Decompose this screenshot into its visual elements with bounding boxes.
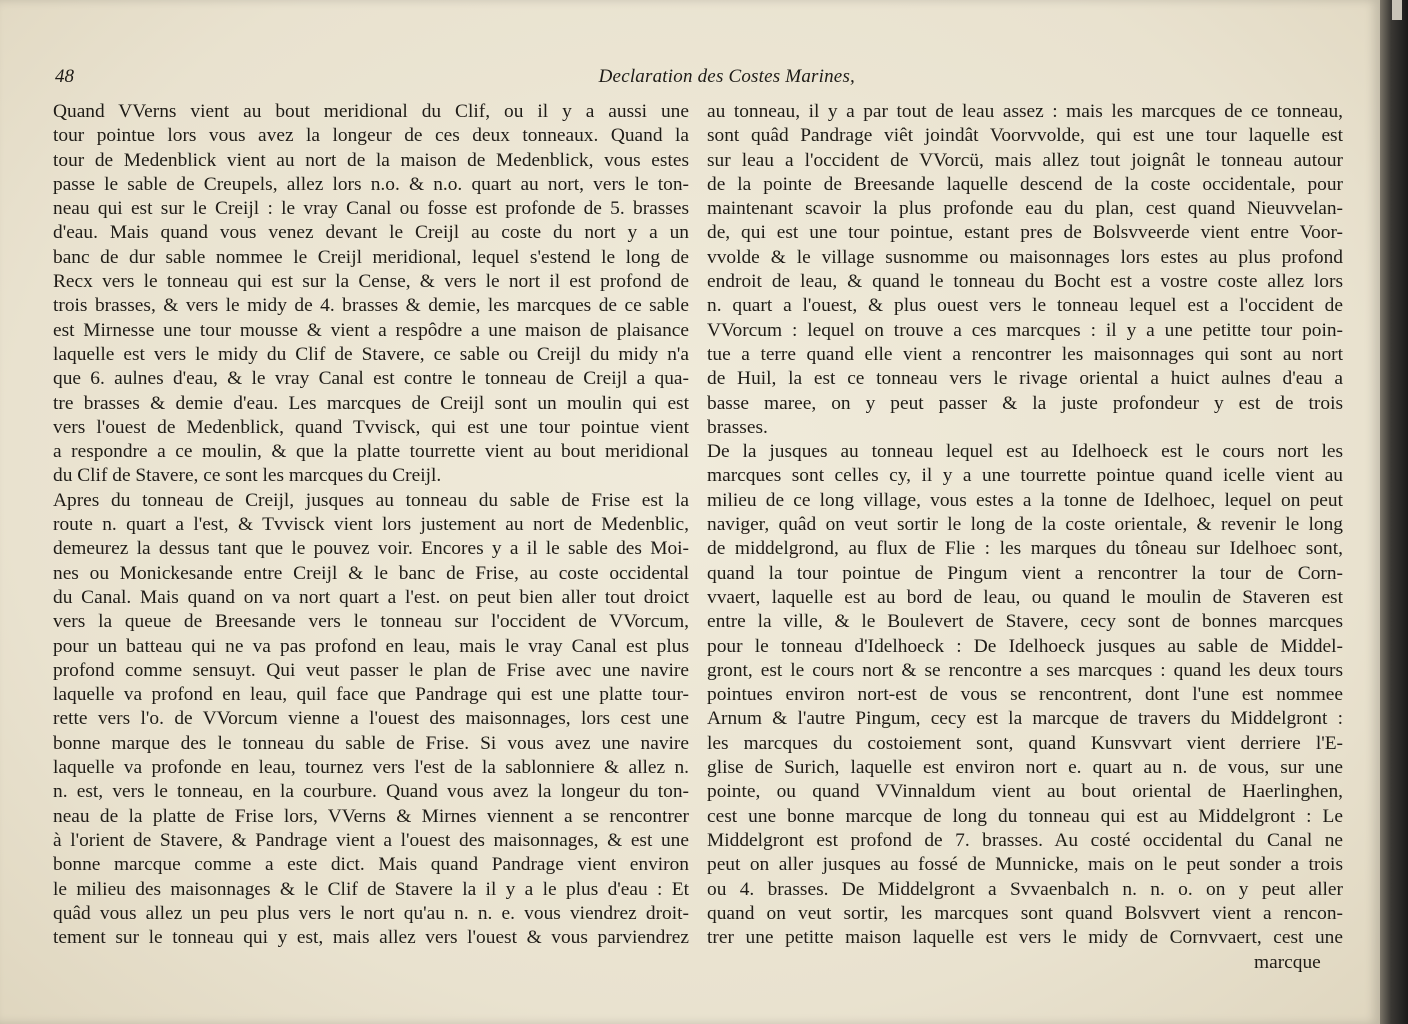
text-line: profond comme sensuyt. Qui veut passer le plan de Frise avec une navire xyxy=(53,659,689,681)
page-header xyxy=(55,66,855,96)
running-title: Declaration des Costes Marines, xyxy=(598,66,855,87)
text-line: maintenant scavoir la plus profonde eau du plan, cest quand Nieuvvelan- xyxy=(707,198,1343,220)
text-line: trois brasses, & vers le midy de 4. brasses & demie, les marcques de ce sable xyxy=(53,295,689,317)
text-line: au tonneau, il y a par tout de leau assez : mais les marcques de ce tonneau, xyxy=(707,101,1343,122)
text-line: du Clif de Stavere, ce sont les marcques du Creijl. xyxy=(53,465,442,487)
page-number: 48 xyxy=(55,66,74,87)
text-line: vers la queue de Breesande vers le tonneau sur l'occident de VVorcum, xyxy=(53,611,689,633)
text-line: tre brasses & demie d'eau. Les marcques de Creijl sont un moulin qui est xyxy=(53,392,689,414)
text-line: du Canal. Mais quand on va nort quart a l'est. on peut bien aller tout droict xyxy=(53,586,689,608)
text-line: tour de Medenblick vient au nort de la maison de Medenblick, vous estes xyxy=(53,149,689,171)
text-line: Arnum & l'autre Pingum, cecy est la marcque de travers du Middelgront : xyxy=(707,708,1343,730)
text-line: quand on veut sortir, les marcques sont quand Bolsvvert vient a rencon- xyxy=(707,902,1343,924)
text-line: n. quart a l'ouest, & plus ouest vers le tonneau lequel est a l'occident de xyxy=(707,295,1343,317)
text-line: peut on aller jusques au fossé de Munnicke, mais on le peut sonder a trois xyxy=(707,854,1343,876)
text-line: laquelle est vers le midy du Clif de Stavere, ce sable ou Creijl du midy n'a xyxy=(53,343,689,365)
text-line: pointe, ou quand VVinnaldum vient au bout oriental de Haerlinghen, xyxy=(707,781,1343,803)
text-line: gront, est le cours nort & se rencontre a ses marcques : quand les deux tours xyxy=(707,659,1343,681)
text-line: quâd vous allez un peu plus vers le nort qu'au n. n. e. vous viendrez droit- xyxy=(53,902,689,924)
text-line: de la pointe de Breesande laquelle descend de la coste occidentale, pour xyxy=(707,173,1343,195)
text-line: nes ou Monickesande entre Creijl & le banc de Frise, au coste occidental xyxy=(53,562,689,584)
text-line: vvaert, laquelle est au bord de leau, ou quand le moulin de Staveren est xyxy=(707,586,1343,608)
text-line: neau qui est sur le Creijl : le vray Canal ou fosse est profonde de 5. brasses xyxy=(53,198,689,220)
text-line: trer une petitte maison laquelle est vers le midy de Cornvvaert, cest une xyxy=(707,927,1343,949)
text-line: VVorcum : lequel on trouve a ces marcques : il y a une petitte tour poin- xyxy=(707,319,1343,341)
text-line: tement sur le tonneau qui y est, mais allez vers l'ouest & vous parviendrez xyxy=(53,927,689,949)
left-text-column xyxy=(53,100,689,950)
text-line: banc de dur sable nommee le Creijl meridional, lequel s'estend le long de xyxy=(53,246,689,268)
text-line: Quand VVerns vient au bout meridional du Clif, ou il y a aussi une xyxy=(53,101,689,122)
text-line: sont quâd Pandrage viêt joindât Voorvvolde, qui est une tour laquelle est xyxy=(707,125,1343,147)
text-line: Apres du tonneau de Creijl, jusques au tonneau du sable de Frise est la xyxy=(53,489,689,511)
text-line: marcques sont celles cy, il y a une tourrette pointue quand icelle vient au xyxy=(707,465,1343,487)
text-line: de middelgrond, au flux de Flie : les marques du tôneau sur Idelhoec sont, xyxy=(707,538,1343,560)
text-line: bonne marque des le tonneau du sable de Frise. Si vous avez une navire xyxy=(53,732,689,754)
text-line: bonne marcque comme a este dict. Mais quand Pandrage vient environ xyxy=(53,854,689,876)
text-line: ou 4. brasses. De Middelgront a Svvaenbalch n. n. o. on y peut aller xyxy=(707,878,1343,900)
text-line: sur leau a l'occident de VVorcü, mais allez tout joignât le tonneau autour xyxy=(707,149,1343,171)
text-line: pour le tonneau d'Idelhoeck : De Idelhoeck jusques au sable de Middel- xyxy=(707,635,1343,657)
text-line: Recx vers le tonneau qui est sur la Cense, & vers le nort il est profond de xyxy=(53,271,689,293)
text-line: passe le sable de Creupels, allez lors n.o. & n.o. quart au nort, vers le ton- xyxy=(53,173,689,195)
text-line: vers l'ouest de Medenblick, quand Tvvisck, qui est une tour pointue vient xyxy=(53,416,689,438)
text-line: route n. quart a l'est, & Tvvisck vient lors justement au nort de Medenblic, xyxy=(53,514,689,536)
text-line: d'eau. Mais quand vous venez devant le Creijl au coste du nort y a un xyxy=(53,222,689,244)
text-line: glise de Surich, laquelle est environ nort e. quart au n. de vous, sur une xyxy=(707,757,1343,779)
text-line: tue a terre quand elle vient a rencontrer les maisonnages qui sont au nort xyxy=(707,343,1343,365)
page-tab xyxy=(1392,0,1402,20)
text-line: de Huil, la est ce tonneau vers le rivage oriental a huict aulnes d'eau a xyxy=(707,368,1343,390)
text-line: entre la ville, & le Boulevert de Stavere, cecy sont de bonnes marcques xyxy=(707,611,1343,633)
text-line: rette vers l'o. de VVorcum vienne a l'ouest des maisonnages, lors cest une xyxy=(53,708,689,730)
text-line: de, qui est une tour pointue, estant pres de Bolsvveerde vient entre Voor- xyxy=(707,222,1343,244)
text-line: à l'orient de Stavere, & Pandrage vient a l'ouest des maisonnages, & est une xyxy=(53,829,689,851)
text-line: que 6. aulnes d'eau, & le vray Canal est contre le tonneau de Creijl a qua- xyxy=(53,368,689,390)
text-line: De la jusques au tonneau lequel est au Idelhoeck est le cours nort les xyxy=(707,441,1343,463)
text-line: naviger, quâd on veut sortir le long de la coste orientale, & revenir le long xyxy=(707,514,1343,536)
right-text-column xyxy=(707,100,1343,950)
text-line: tour pointue lors vous avez la longeur de ces deux tonneaux. Quand la xyxy=(53,125,689,147)
text-line: neau de la platte de Frise lors, VVerns & Mirnes viennent a se rencontrer xyxy=(53,805,689,827)
text-line: brasses. xyxy=(707,416,768,438)
text-line: endroit de leau, & quand le tonneau du Bocht est a vostre coste allez lors xyxy=(707,271,1343,293)
text-line: vvolde & le village susnomme ou maisonnages lors estes au plus profond xyxy=(707,246,1343,268)
text-line: quand la tour pointue de Pingum vient a rencontrer la tour de Corn- xyxy=(707,562,1343,584)
text-line: demeurez la dessus tant que le pouvez voir. Encores y a il le sable des Moi- xyxy=(53,538,689,560)
text-line: est Mirnesse une tour mousse & vient a respôdre a une maison de plaisance xyxy=(53,319,689,341)
text-line: laquelle va profonde en leau, tournez vers l'est de la sablonniere & allez n. xyxy=(53,757,689,779)
text-line: basse maree, on y peut passer & la juste profondeur y est de trois xyxy=(707,392,1343,414)
text-line: laquelle va profond en leau, quil face que Pandrage qui est une platte tour- xyxy=(53,684,689,706)
catchword: marcque xyxy=(1254,952,1321,973)
text-line: cest une bonne marcque de long du tonneau qui est au Middelgront : Le xyxy=(707,805,1343,827)
text-line: Middelgront est profond de 7. brasses. Au costé occidental du Canal ne xyxy=(707,829,1343,851)
text-line: pour un batteau qui ne va pas profond en leau, mais le vray Canal est plus xyxy=(53,635,689,657)
text-line: le milieu des maisonnages & le Clif de Stavere la il y a le plus d'eau : Et xyxy=(53,878,689,900)
text-line: pointues environ nort-est de vous se rencontrent, dont l'une est nommee xyxy=(707,684,1343,706)
text-line: milieu de ce long village, vous estes a la tonne de Idelhoec, lequel on peut xyxy=(707,489,1343,511)
book-spine xyxy=(1380,0,1408,1024)
text-line: les marcques du costoiement sont, quand Kunsvvart vient derriere l'E- xyxy=(707,732,1343,754)
text-line: n. est, vers le tonneau, en la courbure. Quand vous avez la longeur du ton- xyxy=(53,781,689,803)
text-line: a respondre a ce moulin, & que la platte tourrette vient au bout meridional xyxy=(53,441,689,463)
